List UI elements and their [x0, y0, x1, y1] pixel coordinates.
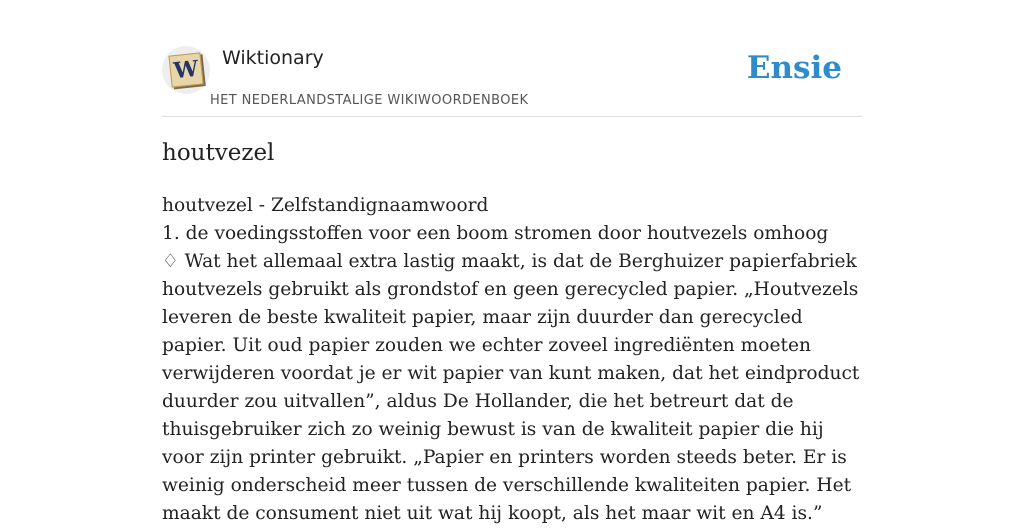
word-type-line: houtvezel - Zelfstandignaamwoord: [162, 195, 489, 216]
entry-body: [162, 192, 866, 528]
wiktionary-logo-icon: [168, 52, 203, 87]
example-quote: ♢ Wat het allemaal extra lastig maakt, is dat de Berghuizer papierfabriek houtvezels gebruikt als grondstof en geen gerecycled papier. „Houtvezels leveren de beste kwaliteit papier, maar zijn duurder dan gerecycled papier. Uit oud papier zouden we echter zoveel ingrediënten moeten verwijderen voordat je er wit papier van kunt maken, dat het eindproduct duurder zou uitvallen”, aldus De Hollander, die het betreurt dat de thuisgebruiker zich zo weinig bewust is van de kwaliteit papier die hij voor zijn printer gebruikt. „Papier en printers worden steeds beter. Er is weinig onderscheid meer tussen de verschillende kwaliteiten papier. Het maakt de consument niet uit wat hij koopt, als het maar wit en A4 is.”: [162, 251, 860, 524]
headword-title: houtvezel: [162, 140, 275, 166]
ensie-brand-link[interactable]: Ensie: [746, 50, 842, 86]
logo-letter: W: [172, 55, 200, 85]
wiktionary-logo[interactable]: [162, 46, 210, 94]
site-subtitle: HET NEDERLANDSTALIGE WIKIWOORDENBOEK: [210, 93, 529, 108]
definition: 1. de voedingsstoffen voor een boom stromen door houtvezels omhoog: [162, 223, 829, 244]
site-title[interactable]: Wiktionary: [222, 47, 324, 69]
site-header: [162, 44, 862, 117]
